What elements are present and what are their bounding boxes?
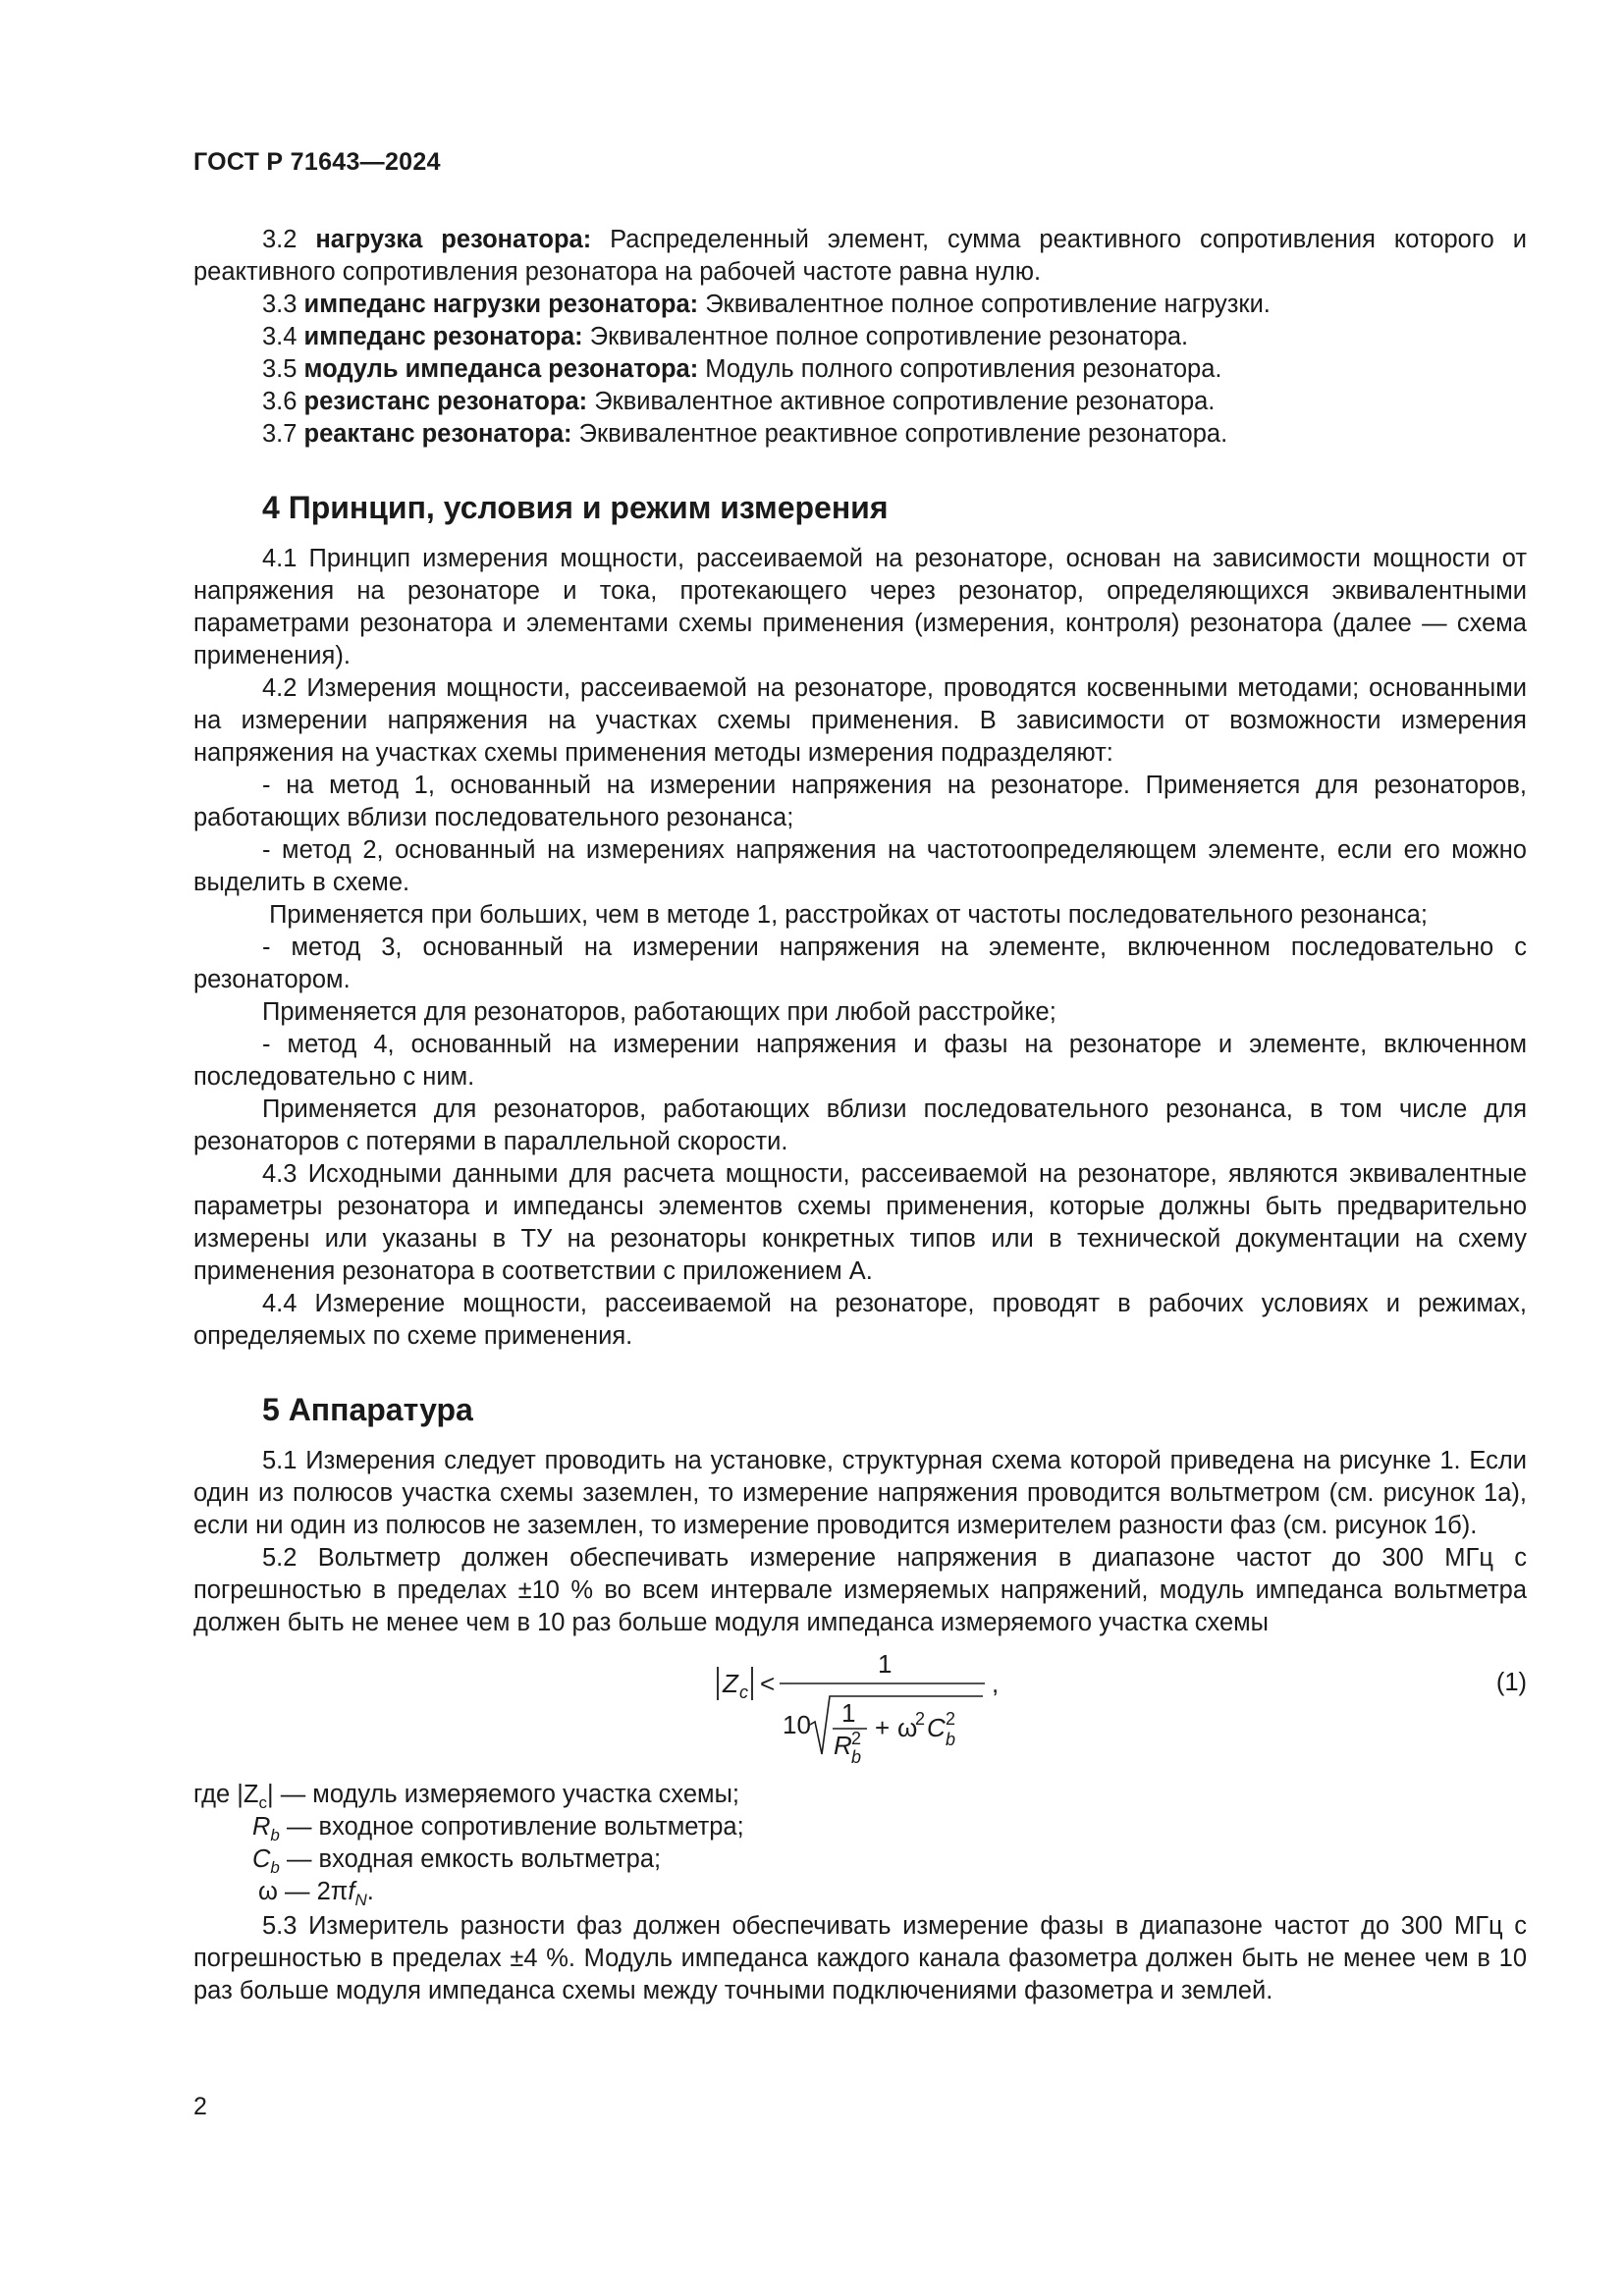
section-4-title: 4 Принцип, условия и режим измерения (262, 490, 889, 525)
method-3-note: Применяется для резонаторов, работающих при любой расстройке; (262, 998, 1056, 1026)
inner-r: R (834, 1731, 852, 1760)
legend-row-omega (193, 1876, 1527, 1908)
legend-c-desc: — входная емкость вольтметра; (279, 1845, 662, 1873)
paragraph-4-4: 4.4 Измерение мощности, рассеиваемой на резонаторе, проводят в рабочих условиях и режимах, определяемых по схеме применения. (193, 1290, 1527, 1350)
legend-row-c (193, 1843, 1527, 1876)
definition-3-5: 3.5 модуль импеданса резонатора: Модуль полного сопротивления резонатора. (262, 355, 1222, 383)
paragraph-4-3: 4.3 Исходными данными для расчета мощности, рассеиваемой на резонаторе, являются эквивалентные параметры резонатора и импедансы элементов схемы применения, которые должны быть предварительно измерены или указаны в ТУ на резонаторы конкретных типов или в технической документации на схему применения резонатора в соответствии с приложением А. (193, 1160, 1527, 1285)
formula-svg (704, 1643, 1215, 1769)
formula-z-sub: c (739, 1682, 748, 1702)
document-code-header: ГОСТ Р 71643—2024 (193, 148, 441, 176)
method-3-item: - метод 3, основанный на измерении напряжения на элементе, включенном последовательно с резонатором. (193, 934, 1527, 993)
document-body (193, 224, 1527, 2007)
legend-r-symbol: $R_b$ (252, 1813, 280, 1845)
formula-numerator: 1 (878, 1649, 893, 1679)
formula-c-sub: b (946, 1730, 956, 1749)
definition-3-6: 3.6 резистанс резонатора: Эквивалентное активное сопротивление резонатора. (262, 388, 1216, 415)
formula-z: Z (723, 1669, 738, 1698)
formula-c: C (927, 1713, 946, 1742)
legend-c-symbol: $C_b$ (252, 1845, 280, 1878)
legend-z-desc: — модуль измеряемого участка схемы; (273, 1781, 740, 1808)
section-5-title: 5 Аппаратура (262, 1392, 473, 1427)
formula-ten: 10 (783, 1710, 811, 1739)
paragraph-5-3: 5.3 Измеритель разности фаз должен обеспечивать измерение фазы в диапазоне частот до 300 МГц с погрешностью в пределах ±4 %. Модуль импеданса каждого канала фазометра должен быть не менее чем в 10 раз больше модуля импеданса схемы между точными подключениями фазометра и землей. (193, 1912, 1527, 2004)
formula-plus: + (875, 1713, 891, 1742)
legend-z-symbol: где $|Z_c|$ (193, 1781, 274, 1813)
legend-omega-text: ω — $2\pi f_N$. (258, 1878, 374, 1910)
method-1-item: - на метод 1, основанный на измерении напряжения на резонаторе. Применяется для резонаторов, работающих вблизи последовательного резонанса; (193, 772, 1527, 831)
legend-r-desc: — входное сопротивление вольтметра; (279, 1813, 744, 1841)
paragraph-4-1: 4.1 Принцип измерения мощности, рассеиваемой на резонаторе, основан на зависимости мощности от напряжения на резонаторе и тока, протекающего через резонатор, определяющихся эквивалентными параметрами резонатора и элементами схемы применения (измерения, контроля) резонатора (далее — схема применения). (193, 545, 1527, 669)
method-2-item: - метод 2, основанный на измерениях напряжения на частотоопределяющем элементе, если его можно выделить в схеме. (193, 836, 1527, 896)
legend-row-r (193, 1811, 1527, 1843)
method-2-note: Применяется при больших, чем в методе 1, расстройках от частоты последовательного резонанса; (262, 901, 1428, 929)
formula-c-sup: 2 (946, 1709, 956, 1729)
formula-omega: ω (897, 1713, 918, 1742)
variable-legend (193, 1779, 1527, 1908)
paragraph-5-1: 5.1 Измерения следует проводить на установке, структурная схема которой приведена на рисунке 1. Если один из полюсов участка схемы заземлен, то измерение напряжения проводится вольтметром (см. рисунок 1а), если ни один из полюсов не заземлен, то измерение проводится измерителем разности фаз (см. рисунок 1б). (193, 1447, 1527, 1539)
paragraph-5-2: 5.2 Вольтметр должен обеспечивать измерение напряжения в диапазоне частот до 300 МГц с погрешностью в пределах ±10 % во всем интервале измеряемых напряжений, модуль импеданса вольтметра должен быть не менее чем в 10 раз больше модуля импеданса измеряемого участка схемы (193, 1544, 1527, 1636)
definition-3-2: 3.2 нагрузка резонатора: Распределенный элемент, сумма реактивного сопротивления которого и реактивного сопротивления резонатора на рабочей частоте равна нулю. (193, 226, 1527, 286)
page-number: 2 (193, 2093, 207, 2120)
equation-number: (1) (1495, 1669, 1527, 1696)
formula-lt: < (760, 1669, 776, 1698)
inner-r-sup: 2 (851, 1729, 862, 1748)
method-4-note: Применяется для резонаторов, работающих вблизи последовательного резонанса, в том числе для резонаторов с потерями в параллельной скорости. (193, 1095, 1527, 1155)
formula-comma: , (992, 1669, 1000, 1698)
definition-3-3: 3.3 импеданс нагрузки резонатора: Эквивалентное полное сопротивление нагрузки. (262, 291, 1271, 318)
inner-r-sub: b (851, 1747, 862, 1767)
inner-one: 1 (841, 1698, 856, 1728)
definition-3-4: 3.4 импеданс резонатора: Эквивалентное полное сопротивление резонатора. (262, 323, 1189, 350)
method-4-item: - метод 4, основанный на измерении напряжения и фазы на резонаторе и элементе, включенном последовательно с ним. (193, 1031, 1527, 1091)
paragraph-4-2: 4.2 Измерения мощности, рассеиваемой на резонаторе, проводятся косвенными методами; основанными на измерении напряжения на участках схемы применения. В зависимости от возможности измерения напряжения на участках схемы применения методы измерения подразделяют: (193, 674, 1527, 767)
legend-row-z (193, 1779, 1527, 1811)
formula-1 (193, 1643, 1527, 1769)
formula-omega-sup: 2 (915, 1709, 926, 1729)
definition-3-7: 3.7 реактанс резонатора: Эквивалентное реактивное сопротивление резонатора. (262, 420, 1228, 448)
